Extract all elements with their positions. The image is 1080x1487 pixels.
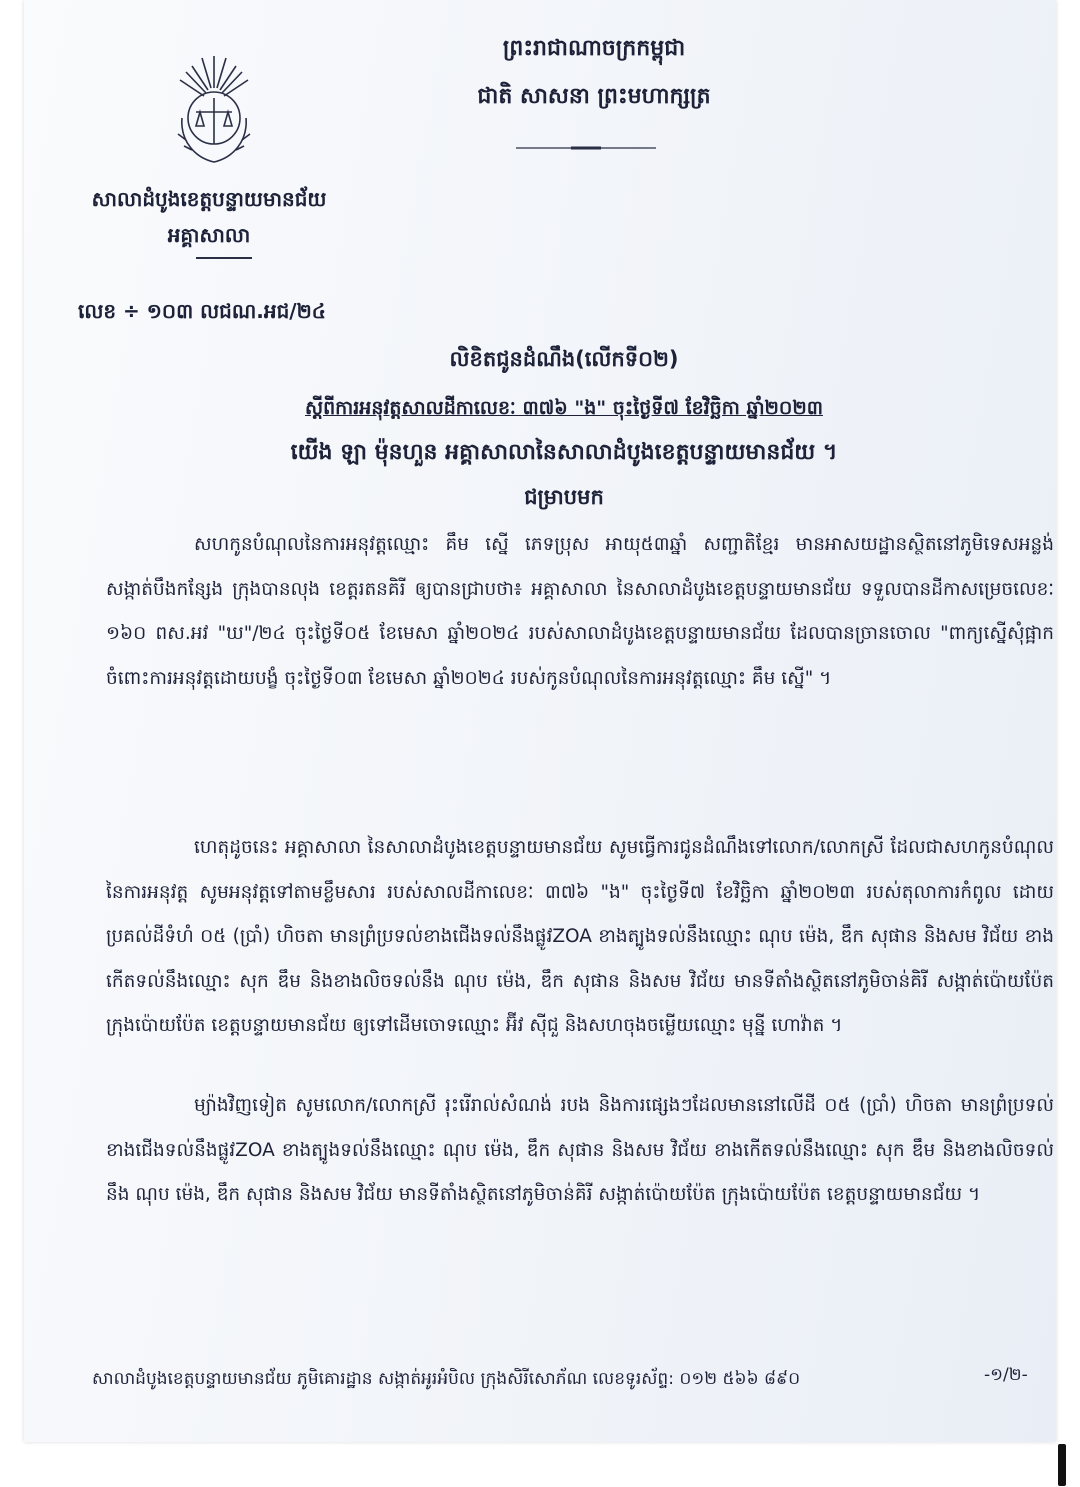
scrollbar-handle[interactable] [1058, 1444, 1066, 1486]
body-paragraph-2: ហេតុដូចនេះ អគ្គាសាលា នៃសាលាដំបូងខេត្តបន្ទាយមានជ័យ សូមធ្វើការជូនដំណឹងទៅលោក/លោកស្រី ដែលជាសហកូនបំណុលនៃការអនុវត្ត សូមអនុវត្តទៅតាមខ្លឹមសារ របស់សាលដីកាលេខៈ ៣៧៦ "ង" ចុះថ្ងៃទី៧ ខែវិច្ឆិកា ឆ្នាំ២០២៣ របស់តុលាការកំពូល ដោយប្រគល់ដីទំហំ ០៥ (ប្រាំ) ហិចតា មានព្រំប្រទល់ខាងជើងទល់នឹងផ្លូវZOA ខាងត្បូងទល់នឹងឈ្មោះ ណុប ម៉េង, ឌឹក សុផាន និងសម វិជ័យ ខាងកើតទល់នឹងឈ្មោះ សុក ឌឹម និងខាងលិចទល់នឹង ណុប ម៉េង, ឌឹក សុផាន និងសម វិជ័យ មានទីតាំងស្ថិតនៅភូមិចាន់គិរី សង្កាត់ប៉ោយប៉ែត ក្រុងប៉ោយប៉ែត ខេត្តបន្ទាយមានជ័យ ឲ្យទៅដើមចោទឈ្មោះ អ៊ីវ ស៊ីជួ និងសហចុងចម្លើយឈ្មោះ មុន្នី ហោវ៉ាត ។ [106, 837, 1054, 1036]
divider [196, 257, 252, 259]
kingdom-title: ព្រះរាជាណាចក្រកម្ពុជា [502, 36, 686, 61]
court-emblem-icon [162, 48, 266, 172]
body-paragraph-1: សហកូនបំណុលនៃការអនុវត្តឈ្មោះ គឹម ស្នើ ភេទប្រុស អាយុ៥៣ឆ្នាំ សញ្ជាតិខ្មែរ មានអាសយដ្ឋានស្ថិតនៅភូមិទេសអន្លង់ សង្កាត់បឹងកន្សែង ក្រុងបានលុង ខេត្តរតនគិរី ឲ្យបានជ្រាបថា៖ អគ្គាសាលា នៃសាលាដំបូងខេត្តបន្ទាយមានជ័យ ទទួលបានដីកាសម្រេចលេខៈ ១៦០ ពស.អវ "ឃ"/២៤ ចុះថ្ងៃទី០៥ ខែមេសា ឆ្នាំ២០២៤ របស់សាលាដំបូងខេត្តបន្ទាយមានជ័យ ដែលបានច្រានចោល "ពាក្យស្នើសុំផ្អាកចំពោះការអនុវត្តដោយបង្ខំ ចុះថ្ងៃទី០៣ ខែមេសា ឆ្នាំ២០២៤ របស់កូនបំណុលនៃការអនុវត្តឈ្មោះ គឹម ស្នើ" ។ [106, 534, 1054, 689]
notice-issuer: យើង ឡា ម៉ុនហួន អគ្គាសាលានៃសាលាដំបូងខេត្តបន្ទាយមានជ័យ ។ [290, 440, 838, 465]
notice-title: លិខិតជូនដំណឹង(លើកទី០២) [449, 347, 679, 371]
org-department: អគ្គាសាលា [167, 223, 251, 247]
org-name: សាលាដំបូងខេត្តបន្ទាយមានជ័យ [91, 187, 327, 211]
document-page [24, 0, 1056, 1442]
body-paragraph-3: ម្យ៉ាងវិញទៀត សូមលោក/លោកស្រី រុះរើរាល់សំណង់ របង និងការផ្សេងៗដែលមាននៅលើដី ០៥ (ប្រាំ) ហិចតា មានព្រំប្រទល់ខាងជើងទល់នឹងផ្លូវZOA ខាងត្បូងទល់នឹងឈ្មោះ ណុប ម៉េង, ឌឹក សុផាន និងសម វិជ័យ ខាងកើតទល់នឹងឈ្មោះ សុក ឌឹម និងខាងលិចទល់នឹង ណុប ម៉េង, ឌឹក សុផាន និងសម វិជ័យ មានទីតាំងស្ថិតនៅភូមិចាន់គិរី សង្កាត់ប៉ោយប៉ែត ក្រុងប៉ោយប៉ែត ខេត្តបន្ទាយមានជ័យ ។ [106, 1095, 1054, 1205]
reference-number: លេខ ÷ ១០៣ លជណ.អជ/២៤ [78, 299, 326, 323]
footer-address: សាលាដំបូងខេត្តបន្ទាយមានជ័យ ភូមិគោរដ្ឋាន សង្កាត់អូរអំបិល ក្រុងសិរីសោភ័ណ លេខទូរស័ព្ទ: ០១២ ៥៦៦ ៨៩០ [92, 1369, 801, 1389]
notice-subject: ស្តីពីការអនុវត្តសាលដីកាលេខៈ ៣៧៦ "ង" ចុះថ្ងៃទី៧ ខែវិច្ឆិកា ឆ្នាំ២០២៣ [305, 397, 823, 419]
page-number: -១/២- [984, 1365, 1028, 1385]
notice-salutation: ជម្រាបមក [524, 485, 604, 509]
national-motto: ជាតិ សាសនា ព្រះមហាក្សត្រ [477, 84, 711, 109]
ornament-divider-icon [516, 146, 656, 150]
